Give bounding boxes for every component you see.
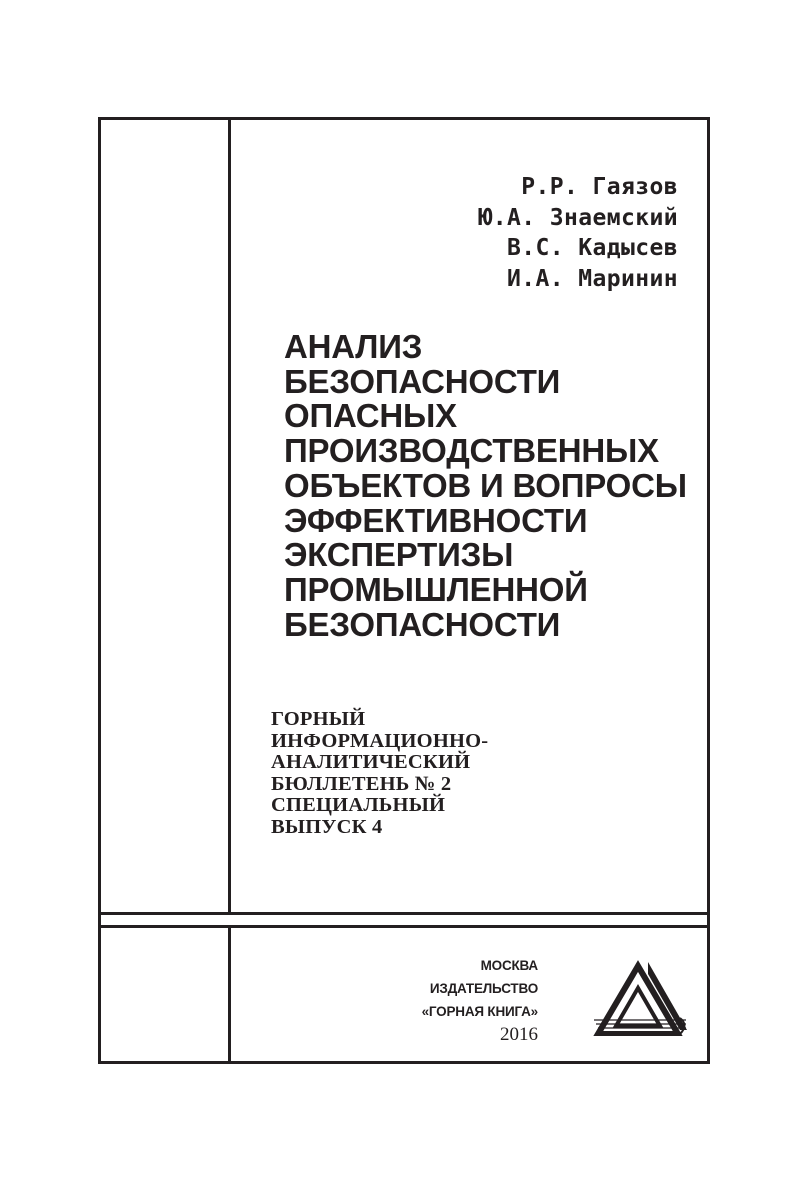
- series-line: ВЫПУСК 4: [271, 815, 383, 838]
- title-line: ЭФФЕКТИВНОСТИ: [284, 501, 588, 539]
- title-line: ПРОИЗВОДСТВЕННЫХ: [284, 432, 659, 470]
- publisher-triangle-book-logo-icon: [590, 958, 690, 1036]
- title-line: БЕЗОПАСНОСТИ: [284, 605, 561, 643]
- publisher-imprint: [422, 954, 538, 1047]
- series-line: СПЕЦИАЛЬНЫЙ: [271, 794, 446, 816]
- title-line: БЕЗОПАСНОСТИ: [284, 362, 561, 400]
- frame-divider-rule-upper: [98, 912, 710, 915]
- title-line: ОПАСНЫХ: [284, 397, 457, 435]
- title-line: ЭКСПЕРТИЗЫ: [284, 536, 514, 574]
- publication-year: 2016: [500, 1024, 538, 1045]
- publisher-label: ИЗДАТЕЛЬСТВО: [429, 981, 538, 996]
- author-name: Ю.А. Знаемский: [478, 204, 678, 231]
- publisher-name: «ГОРНАЯ КНИГА»: [421, 1004, 538, 1019]
- series-line: ИНФОРМАЦИОННО-: [271, 729, 489, 752]
- title-line: АНАЛИЗ: [284, 328, 423, 365]
- publisher-city: МОСКВА: [480, 958, 538, 973]
- author-name: И.А. Маринин: [507, 265, 678, 292]
- book-title: [284, 330, 687, 642]
- frame-divider-rule-lower: [98, 925, 710, 928]
- series-info: [271, 709, 488, 838]
- series-line: БЮЛЛЕТЕНЬ № 2: [271, 772, 452, 795]
- author-name: Р.Р. Гаязов: [521, 174, 678, 200]
- series-line: АНАЛИТИЧЕСКИЙ: [271, 751, 471, 773]
- author-list: [479, 172, 678, 294]
- frame-vertical-rule-bottom: [228, 928, 231, 1064]
- author-name: В.С. Кадысев: [507, 235, 678, 261]
- series-line: ГОРНЫЙ: [271, 708, 366, 730]
- title-line: ПРОМЫШЛЕННОЙ: [284, 570, 588, 608]
- frame-vertical-rule-top: [228, 117, 231, 915]
- title-line: ОБЪЕКТОВ И ВОПРОСЫ: [284, 466, 687, 504]
